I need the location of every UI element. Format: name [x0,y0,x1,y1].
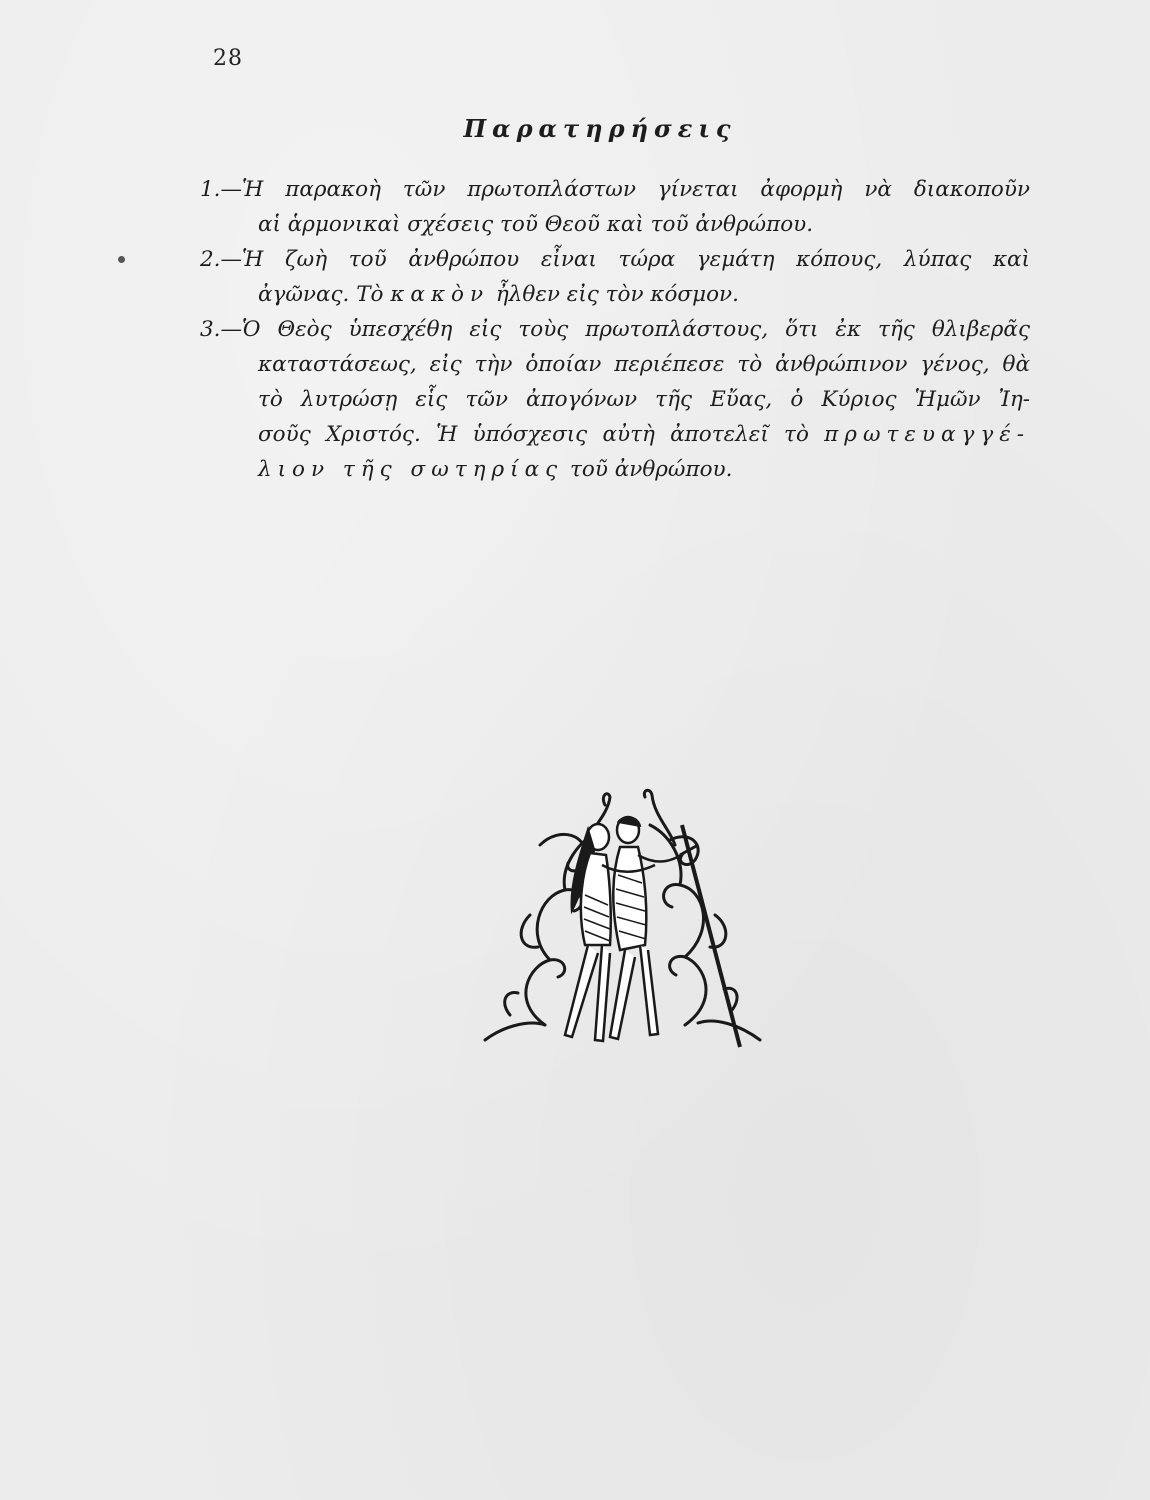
note-line: 3.—Ὁ Θεὸς ὑπεσχέθη εἰς τοὺς πρωτοπλάστους, ὅτι ἐκ τῆς θλιβερᾶς [200,317,1030,342]
note-line [200,277,1030,312]
note-line: 1.—Ἡ παρακοὴ τῶν πρωτοπλάστων γίνεται ἀφορμὴ νὰ διακοποῦν [200,177,1030,202]
scan-speck-mark [118,256,125,263]
note-2 [200,242,1030,312]
note-line: τὸ λυτρώσῃ εἷς τῶν ἀπογόνων τῆς Εὔας, ὁ Κύριος Ἡμῶν Ἰη- [258,387,1030,412]
note-text: ἀγῶνας. Τὸ [258,282,391,307]
notes-list [200,172,1030,487]
page-number: 28 [213,46,243,71]
emphasized-word: κακὸν [390,282,490,307]
emphasized-word: πρωτευαγγέ- [824,422,1030,447]
adam-and-eve-vignette-icon [470,785,770,1060]
note-text: σοῦς Χριστός. Ἡ ὑπόσχεσις αὐτὴ ἀποτελεῖ τὸ [258,422,825,447]
note-line: καταστάσεως, εἰς τὴν ὁποίαν περιέπεσε τὸ ἀνθρώπινον γένος, θὰ [258,352,1030,377]
note-3 [200,312,1030,487]
note-text: τοῦ ἀνθρώπου. [563,457,733,482]
note-1 [200,172,1030,242]
note-line: αἱ ἁρμονικαὶ σχέσεις τοῦ Θεοῦ καὶ τοῦ ἀνθρώπου. [258,212,814,237]
note-line [200,452,1030,487]
section-heading: Παρατηρήσεις [463,114,737,143]
emphasized-word: λιον τῆς σωτηρίας [258,457,564,482]
note-text: ἦλθεν εἰς τὸν κόσμον. [489,282,739,307]
note-line: 2.—Ἡ ζωὴ τοῦ ἀνθρώπου εἶναι τώρα γεμάτη κόπους, λύπας καὶ [200,247,1030,272]
note-line [200,417,1030,452]
